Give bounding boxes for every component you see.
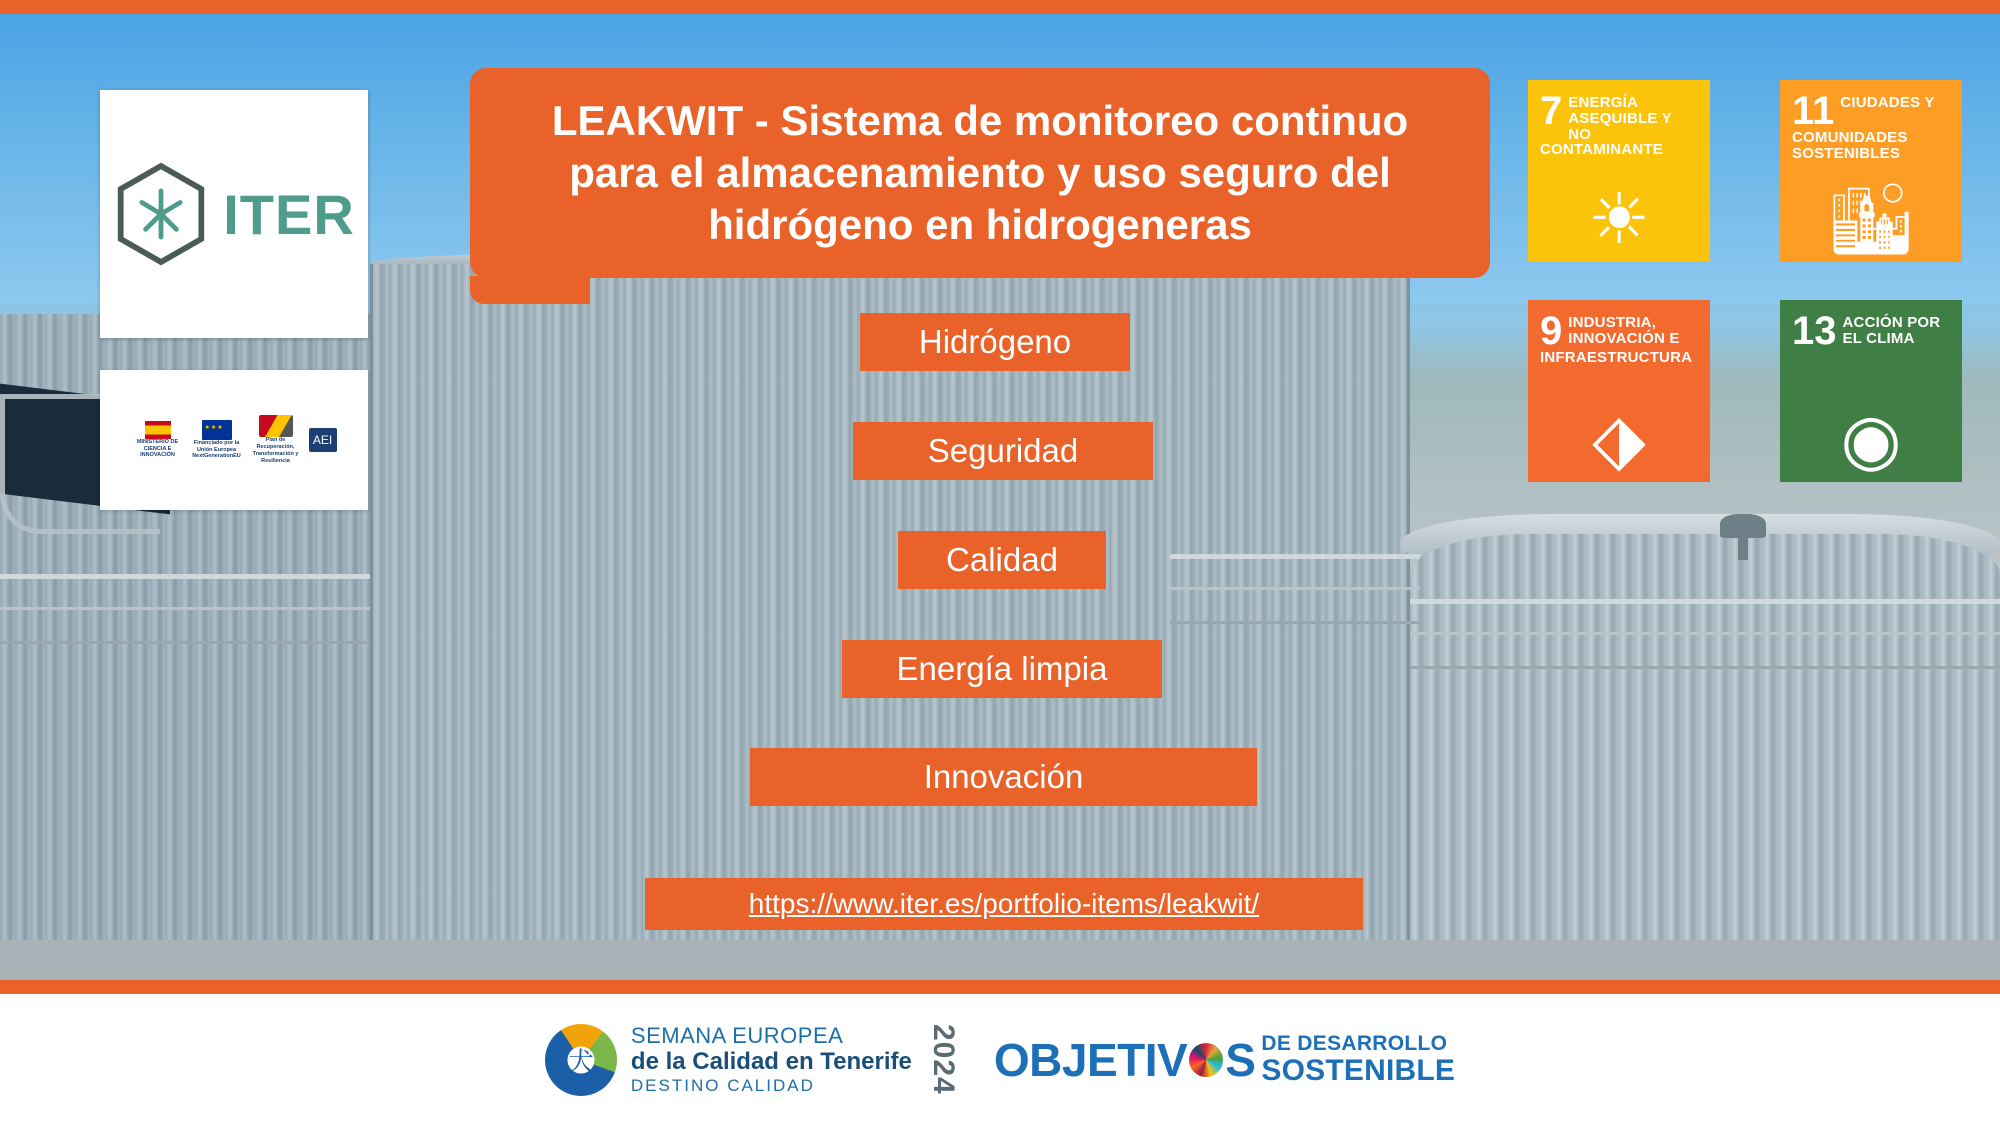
keyword-chip-hidrogeno: Hidrógeno (860, 313, 1130, 371)
keyword-chip-calidad: Calidad (898, 531, 1106, 589)
title-banner (470, 68, 1490, 278)
sdg-number: 7 (1540, 89, 1563, 133)
logo-aei (309, 428, 337, 452)
sdg-label: ACCIÓN POR EL CLIMA (1842, 314, 1941, 347)
logo-ministry-funding (100, 370, 368, 510)
page-title: LEAKWIT - Sistema de monitoreo continuo para el almacenamiento y uso seguro del hidrógeno en hidrogeneras (551, 96, 1409, 249)
sun-power-icon: ☀ (1587, 180, 1651, 258)
ods-sub-2: SOSTENIBLE (1261, 1053, 1456, 1087)
sdg-color-wheel-icon (1189, 1043, 1223, 1077)
photo-railing-left (0, 574, 370, 644)
ods-sub-1: DE DESARROLLO (1261, 1031, 1448, 1055)
project-url-link[interactable]: https://www.iter.es/portfolio-items/leakwit/ (645, 878, 1363, 930)
semana-year: 2024 (926, 1024, 960, 1095)
prtr-icon (259, 415, 293, 437)
ods-word-right: S (1225, 1033, 1256, 1086)
logo-iter (100, 90, 368, 338)
semana-line-2: de la Calidad en Tenerife (630, 1048, 912, 1076)
sdg-number: 11 (1792, 89, 1835, 133)
logo-ods (994, 1033, 1455, 1087)
photo-vent-icon (1720, 514, 1766, 538)
cubes-icon: ⬗ (1592, 400, 1646, 478)
sdg-badge-9 (1528, 300, 1710, 482)
photo-railing-mid (1170, 554, 1420, 624)
logo-semana-europea-calidad (545, 1023, 960, 1096)
photo-railing-right (1410, 599, 2000, 669)
sdg-number: 9 (1540, 309, 1563, 353)
sdg-label: ENERGÍA ASEQUIBLE Y NO CONTAMINANTE (1540, 94, 1672, 159)
ods-word-left: OBJETIV (993, 1033, 1188, 1086)
sdg-label: INDUSTRIA, INNOVACIÓN E INFRAESTRUCTURA (1540, 314, 1693, 366)
keyword-chip-seguridad: Seguridad (853, 422, 1153, 480)
logo-ministerio: MINISTERIO DE CIENCIA E INNOVACIÓN (132, 421, 184, 460)
spain-flag-icon (145, 421, 171, 439)
logo-prtr: Plan de Recuperación, Transformación y Resiliencia (250, 415, 302, 465)
bottom-accent-band (0, 980, 2000, 994)
logo-union-europea: ★★★ Financiado por la Unión Europea NextGenerationEU (191, 420, 243, 461)
top-accent-band (0, 0, 2000, 14)
eu-flag-icon (202, 420, 232, 440)
semana-europea-mark-icon (545, 1024, 617, 1096)
sdg-badge-11 (1780, 80, 1962, 262)
sdg-label: CIUDADES Y COMUNIDADES SOSTENIBLES (1792, 94, 1935, 162)
semana-line-1: SEMANA EUROPEA (630, 1022, 844, 1048)
city-buildings-icon: 🏙 (1826, 180, 1916, 258)
keyword-chip-innovacion: Innovación (750, 748, 1257, 806)
sdg-badge-7 (1528, 80, 1710, 262)
footer-logos (0, 994, 2000, 1125)
keyword-chip-energia-limpia: Energía limpia (842, 640, 1162, 698)
sdg-number: 13 (1792, 309, 1837, 353)
aei-icon: AEI (309, 428, 337, 452)
photo-ground (0, 940, 2000, 980)
ods-wordmark (994, 1033, 1256, 1087)
sdg-badge-13 (1780, 300, 1962, 482)
hexagon-leaf-icon (113, 162, 209, 266)
logo-iter-wordmark: ITER (223, 182, 355, 246)
semana-line-3: DESTINO CALIDAD (630, 1076, 815, 1096)
eye-earth-icon: ◉ (1840, 400, 1902, 478)
